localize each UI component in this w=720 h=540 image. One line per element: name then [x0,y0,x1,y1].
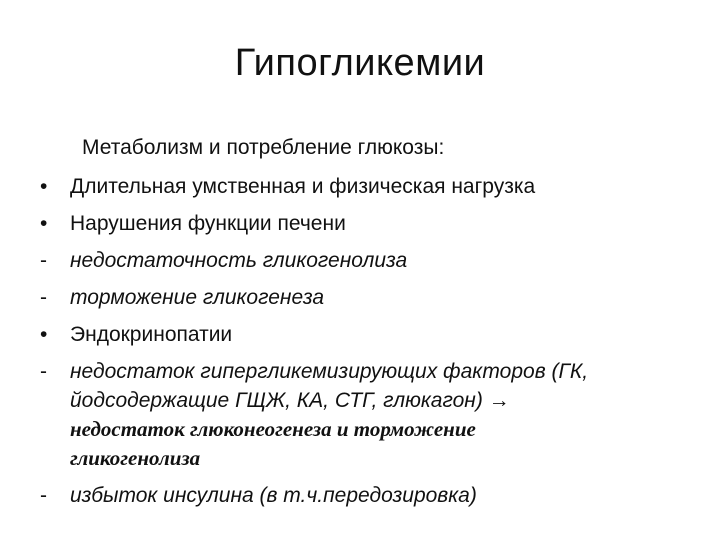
list-item-text: Эндокринопатии [70,323,233,346]
dash-marker: - [40,286,47,309]
list-item [40,246,680,275]
bullet-marker: • [40,323,48,346]
bullet-marker: • [40,212,48,235]
list-item-line: недостаток гипергликемизирующих факторов (ГК, [70,360,589,383]
list-item [40,481,680,510]
list-item [40,209,680,238]
list-item-text: Длительная умственная и физическая нагрузка [70,175,536,198]
list-item-text: избыток инсулина (в т.ч.передозировка) [70,484,477,507]
list-item-line-emphasis: гликогенолиза [70,446,201,470]
list-item-line-emphasis: недостаток глюконеогенеза и торможение [70,417,476,441]
list-item-line: йодсодержащие ГЩЖ, КА, СТГ, глюкагон) → [70,389,510,412]
list-item [40,283,680,312]
dash-marker: - [40,249,47,272]
list-item [40,320,680,349]
list-item-text: Нарушения функции печени [70,212,346,235]
bullet-list [40,172,680,518]
intro-text: Метаболизм и потребление глюкозы: [82,136,445,159]
bullet-marker: • [40,175,48,198]
dash-marker: - [40,484,47,507]
dash-marker: - [40,360,47,383]
list-item-text: торможение гликогенеза [70,286,325,309]
list-item-text: недостаточность гликогенолиза [70,249,408,272]
slide-title: Гипогликемии [234,42,486,84]
list-item [40,357,680,473]
list-item-text [70,357,680,473]
list-item [40,172,680,201]
